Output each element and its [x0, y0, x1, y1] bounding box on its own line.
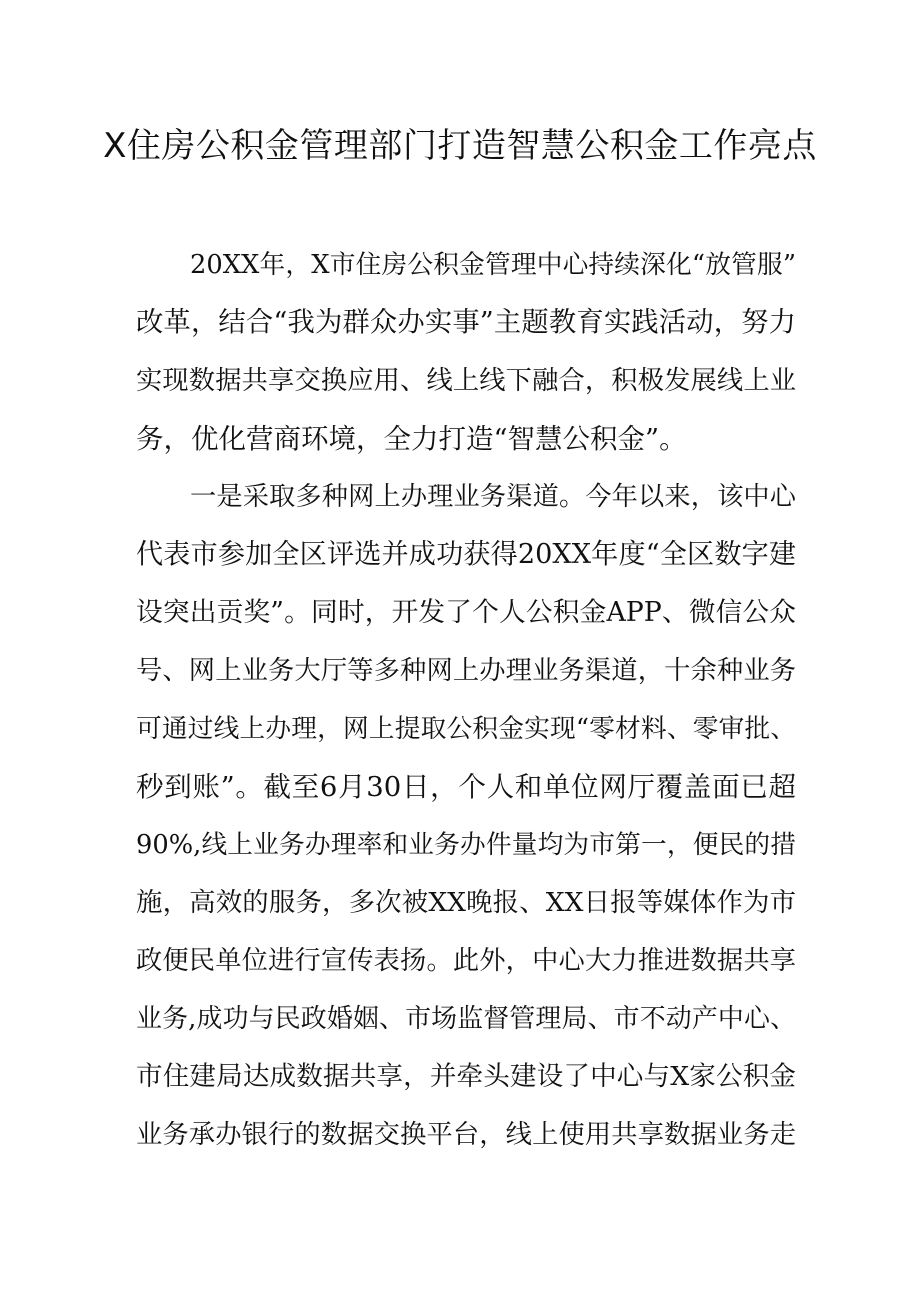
paragraph-line: 秒到账”。截至6月30日，个人和单位网厅覆盖面已超: [136, 771, 796, 803]
paragraph-line: 改革，结合“我为群众办实事”主题教育实践活动，努力: [136, 307, 796, 338]
paragraph-intro: [136, 236, 796, 468]
paragraph-line: 一是采取多种网上办理业务渠道。今年以来，该中心: [190, 482, 796, 512]
document-body: [136, 236, 796, 1164]
paragraph-line: 可通过线上办理，网上提取公积金实现“零材料、零审批、: [136, 714, 796, 744]
paragraph-line: 20XX年，X市住房公积金管理中心持续深化“放管服”: [190, 250, 796, 280]
paragraph-line: 务，优化营商环境，全力打造“智慧公积金”。: [136, 423, 687, 455]
paragraph-line: 号、网上业务大厅等多种网上办理业务渠道，十余种业务: [136, 656, 796, 686]
paragraph-line: 政便民单位进行宣传表扬。此外，中心大力推进数据共享: [136, 946, 796, 976]
paragraph-line: 业务,成功与民政婚姻、市场监督管理局、市不动产中心、: [136, 1004, 796, 1034]
paragraph-line: 施，高效的服务，多次被XX晚报、XX日报等媒体作为市: [136, 887, 796, 918]
paragraph-line: 市住建局达成数据共享，并牵头建设了中心与X家公积金: [136, 1061, 796, 1092]
document-title: X住房公积金管理部门打造智慧公积金工作亮点: [103, 126, 817, 166]
paragraph-first-point: [136, 468, 796, 1164]
paragraph-line: 设突出贡奖”。同时，开发了个人公积金APP、微信公众: [136, 597, 796, 628]
paragraph-line: 代表市参加全区评选并成功获得20XX年度“全区数字建: [136, 539, 796, 570]
paragraph-line: 业务承办银行的数据交换平台，线上使用共享数据业务走: [136, 1120, 796, 1150]
paragraph-line: 实现数据共享交换应用、线上线下融合，积极发展线上业: [136, 366, 796, 396]
paragraph-line: 90%,线上业务办理率和业务办件量均为市第一，便民的措: [136, 830, 796, 860]
